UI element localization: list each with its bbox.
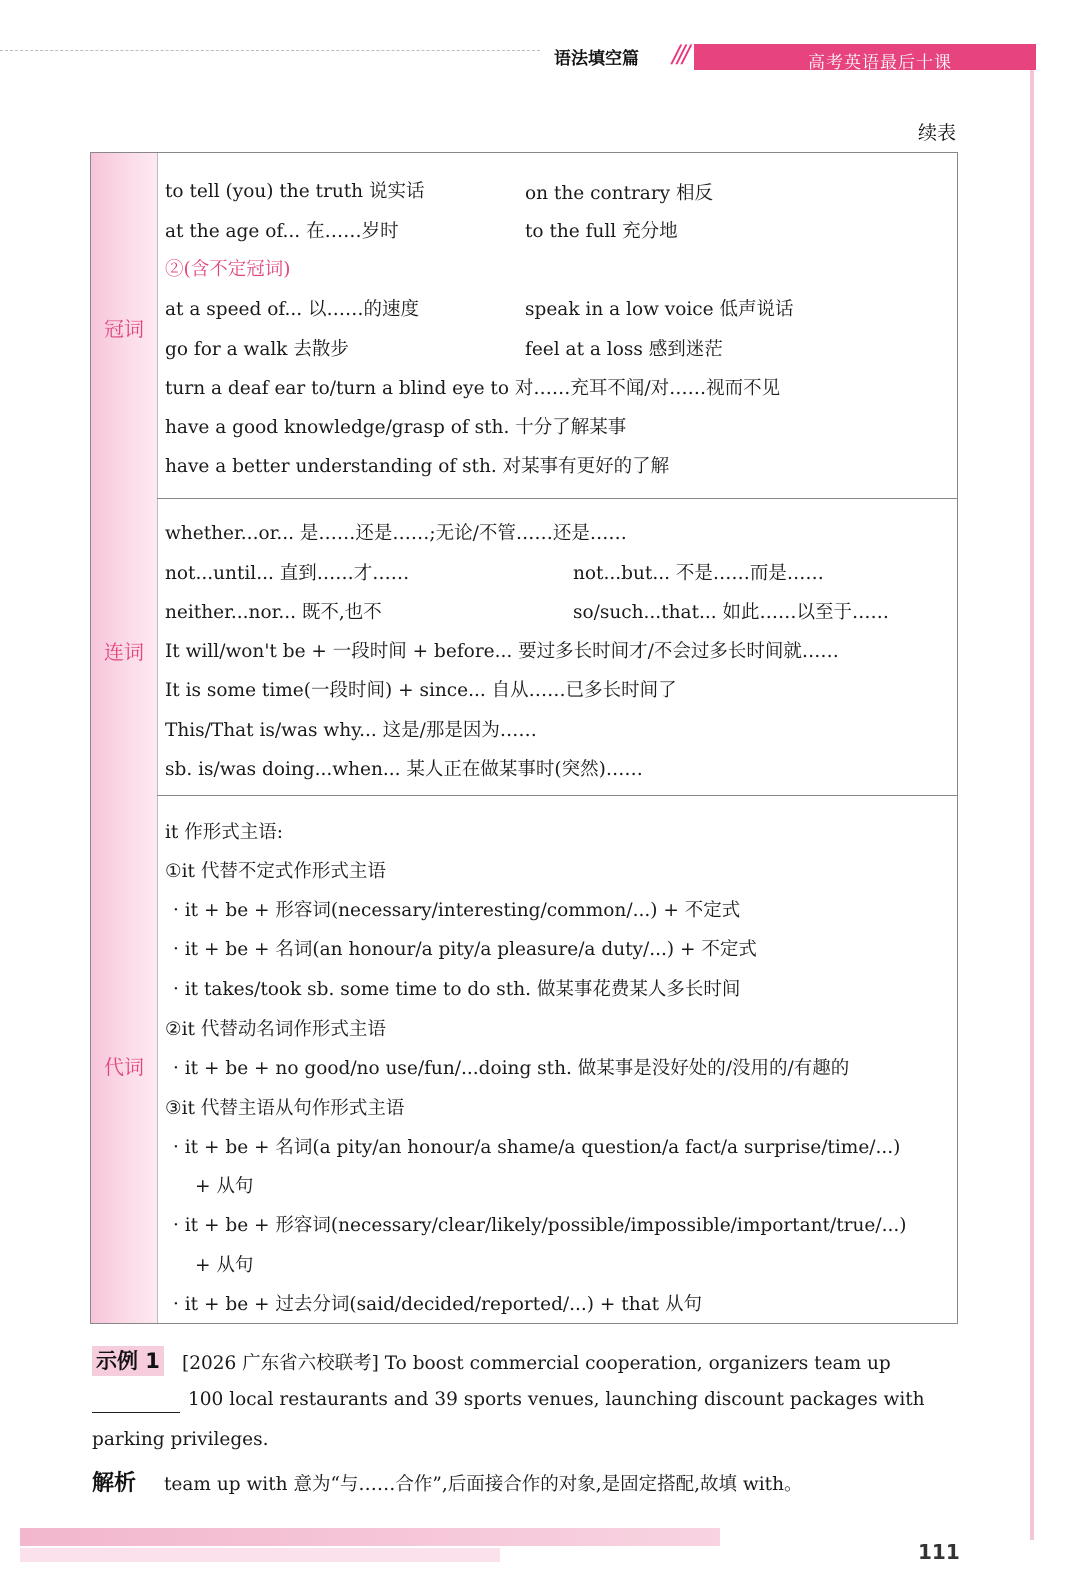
header-dashed-line (0, 50, 540, 51)
article-phrase: feel at a loss 感到迷茫 (525, 339, 723, 360)
example-sentence: [2026 广东省六校联考] To boost commercial cooperation, organizers team up (182, 1353, 891, 1374)
column-divider (157, 153, 158, 1323)
answer-blank (92, 1412, 180, 1413)
article-subheading: ②(含不定冠词) (165, 259, 291, 280)
pronoun-subheading: ③it 代替主语从句作形式主语 (165, 1098, 405, 1119)
row-divider (157, 795, 958, 796)
conjunction-phrase: not...but... 不是……而是…… (573, 563, 824, 584)
footer-band (20, 1548, 500, 1562)
category-pronoun: 代词 (104, 1055, 144, 1079)
pronoun-pattern: · it + be + 名词(a pity/an honour/a shame/a question/a fact/a surprise/time/...) (173, 1137, 901, 1158)
article-phrase: speak in a low voice 低声说话 (525, 299, 794, 320)
pronoun-heading: it 作形式主语: (165, 822, 283, 843)
analysis-text: team up with 意为“与……合作”,后面接合作的对象,是固定搭配,故填 with。 (164, 1474, 803, 1495)
conjunction-phrase: so/such...that... 如此……以至于…… (573, 602, 890, 623)
continued-label: 续表 (917, 122, 956, 144)
header-slash-decoration: /// (672, 40, 688, 68)
article-phrase: have a better understanding of sth. 对某事有更好的了解 (165, 456, 670, 477)
article-phrase: to tell (you) the truth 说实话 (165, 181, 425, 202)
pronoun-pattern: · it + be + 形容词(necessary/clear/likely/possible/impossible/important/true/...) (173, 1215, 907, 1236)
pronoun-pattern: · it + be + no good/no use/fun/...doing sth. 做某事是没好处的/没用的/有趣的 (173, 1058, 850, 1079)
pronoun-pattern: · it + be + 过去分词(said/decided/reported/...) + that 从句 (173, 1294, 702, 1315)
page-edge-stripe (1030, 70, 1034, 1540)
conjunction-phrase: not...until... 直到……才…… (165, 563, 410, 584)
conjunction-phrase: It will/won't be + 一段时间 + before... 要过多长时间才/不会过多长时间就…… (165, 641, 839, 662)
book-title: 高考英语最后十课 (808, 53, 952, 73)
section-title: 语法填空篇 (554, 49, 639, 69)
pronoun-pattern: · it + be + 形容词(necessary/interesting/common/...) + 不定式 (173, 900, 741, 921)
analysis-tag: 解析 (92, 1471, 137, 1496)
article-phrase: to the full 充分地 (525, 221, 678, 242)
conjunction-phrase: sb. is/was doing...when... 某人正在做某事时(突然)…… (165, 759, 643, 780)
pronoun-pattern: + 从句 (195, 1255, 254, 1276)
example-sentence: parking privileges. (92, 1429, 269, 1450)
article-phrase: at a speed of... 以……的速度 (165, 299, 420, 320)
example-tag: 示例 1 (92, 1346, 164, 1376)
pronoun-subheading: ①it 代替不定式作形式主语 (165, 861, 386, 882)
article-phrase: go for a walk 去散步 (165, 339, 349, 360)
footer-band (20, 1528, 720, 1546)
pronoun-pattern: · it takes/took sb. some time to do sth. 做某事花费某人多长时间 (173, 979, 741, 1000)
row-divider (157, 498, 958, 499)
article-phrase: on the contrary 相反 (525, 183, 714, 204)
category-conjunction: 连词 (104, 640, 144, 664)
pronoun-pattern: + 从句 (195, 1176, 254, 1197)
conjunction-phrase: neither...nor... 既不,也不 (165, 602, 382, 623)
article-phrase: have a good knowledge/grasp of sth. 十分了解某事 (165, 417, 627, 438)
conjunction-phrase: It is some time(一段时间) + since... 自从……已多长时间了 (165, 680, 677, 701)
page-number: 111 (918, 1540, 960, 1564)
article-phrase: at the age of... 在……岁时 (165, 221, 399, 242)
conjunction-phrase: whether...or... 是……还是……;无论/不管……还是…… (165, 523, 627, 544)
category-article: 冠词 (104, 317, 144, 341)
conjunction-phrase: This/That is/was why... 这是/那是因为…… (165, 720, 537, 741)
grammar-table (90, 152, 958, 1324)
article-phrase: turn a deaf ear to/turn a blind eye to 对……充耳不闻/对……视而不见 (165, 378, 781, 399)
pronoun-subheading: ②it 代替动名词作形式主语 (165, 1019, 386, 1040)
pronoun-pattern: · it + be + 名词(an honour/a pity/a pleasure/a duty/...) + 不定式 (173, 939, 757, 960)
example-sentence: 100 local restaurants and 39 sports venues, launching discount packages with (188, 1389, 925, 1410)
